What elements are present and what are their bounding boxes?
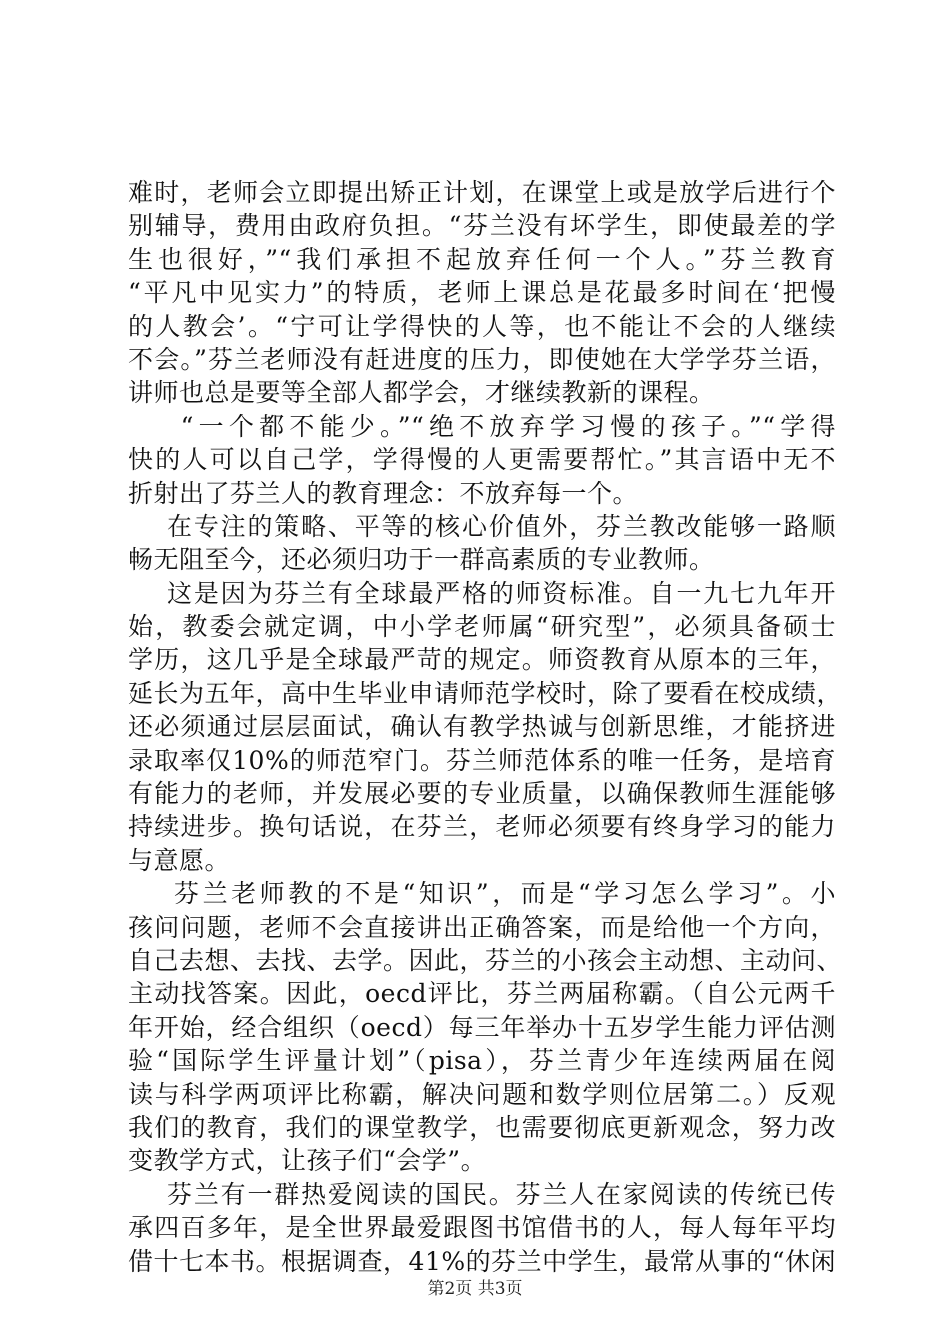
text-line: 折射出了芬兰人的教育理念：不放弃每一个。 — [128, 478, 639, 508]
text-line: 畅无阻至今，还必须归功于一群高素质的专业教师。 — [128, 545, 715, 575]
text-line: 延长为五年，高中生毕业申请师范学校时，除了要看在校成绩， — [128, 678, 843, 708]
text-line: 有能力的老师，并发展必要的专业质量，以确保教师生涯能够 — [128, 779, 836, 809]
page-footer: 第2页 共3页 — [427, 1279, 523, 1299]
text-line: 始，教委会就定调，中小学老师属“研究型”，必须具备硕士 — [128, 612, 836, 642]
text-line: 借十七本书。根据调查，41%的芬兰中学生，最常从事的“休闲 — [128, 1246, 836, 1276]
text-line: 在专注的策略、平等的核心价值外，芬兰教改能够一路顺 — [128, 511, 836, 541]
text-line: 讲师也总是要等全部人都学会，才继续教新的课程。 — [128, 378, 715, 408]
text-line: 自己去想、去找、去学。因此，芬兰的小孩会主动想、主动问、 — [128, 945, 843, 975]
text-line: 持续进步。换句话说，在芬兰，老师必须要有终身学习的能力 — [128, 812, 836, 842]
text-line: 年开始，经合组织（oecd）每三年举办十五岁学生能力评估测 — [128, 1012, 836, 1042]
text-line: “平凡中见实力”的特质，老师上课总是花最多时间在‘把慢 — [128, 278, 836, 308]
text-line: 的人教会’。“宁可让学得快的人等，也不能让不会的人继续 — [128, 311, 836, 341]
text-line: 变教学方式，让孩子们“会学”。 — [128, 1146, 487, 1176]
text-line: 承四百多年，是全世界最爱跟图书馆借书的人，每人每年平均 — [128, 1213, 836, 1243]
text-line: 芬兰有一群热爱阅读的国民。芬兰人在家阅读的传统已传 — [128, 1179, 836, 1209]
text-line: 快的人可以自己学，学得慢的人更需要帮忙。”其言语中无不 — [128, 445, 836, 475]
text-line: 不会。”芬兰老师没有赶进度的压力，即使她在大学学芬兰语， — [128, 344, 836, 374]
text-line: 这是因为芬兰有全球最严格的师资标准。自一九七九年开 — [128, 578, 836, 608]
text-line: 我们的教育，我们的课堂教学，也需要彻底更新观念，努力改 — [128, 1112, 836, 1142]
text-line: 学历，这几乎是全球最严苛的规定。师资教育从原本的三年， — [128, 645, 836, 675]
text-line: 读与科学两项评比称霸，解决问题和数学则位居第二。）反观 — [128, 1079, 836, 1109]
text-line: 芬兰老师教的不是“知识”，而是“学习怎么学习”。小 — [128, 879, 836, 909]
text-line: 录取率仅10%的师范窄门。芬兰师范体系的唯一任务，是培育 — [128, 745, 836, 775]
text-line: 验“国际学生评量计划”（pisa），芬兰青少年连续两届在阅 — [128, 1046, 836, 1076]
text-line: 孩问问题，老师不会直接讲出正确答案，而是给他一个方向， — [128, 912, 836, 942]
document-body — [128, 176, 843, 1278]
text-line: 与意愿。 — [128, 845, 231, 875]
text-line: 别辅导，费用由政府负担。“芬兰没有坏学生，即使最差的学 — [128, 211, 836, 241]
text-line: 生也很好，”“我们承担不起放弃任何一个人。”芬兰教育 — [128, 244, 836, 274]
text-line: 还必须通过层层面试，确认有教学热诚与创新思维，才能挤进 — [128, 712, 836, 742]
text-line: “一个都不能少。”“绝不放弃学习慢的孩子。”“学得 — [128, 411, 836, 441]
text-line: 难时，老师会立即提出矫正计划，在课堂上或是放学后进行个 — [128, 178, 836, 207]
text-line: 主动找答案。因此，oecd评比，芬兰两届称霸。（自公元两千 — [128, 979, 836, 1009]
